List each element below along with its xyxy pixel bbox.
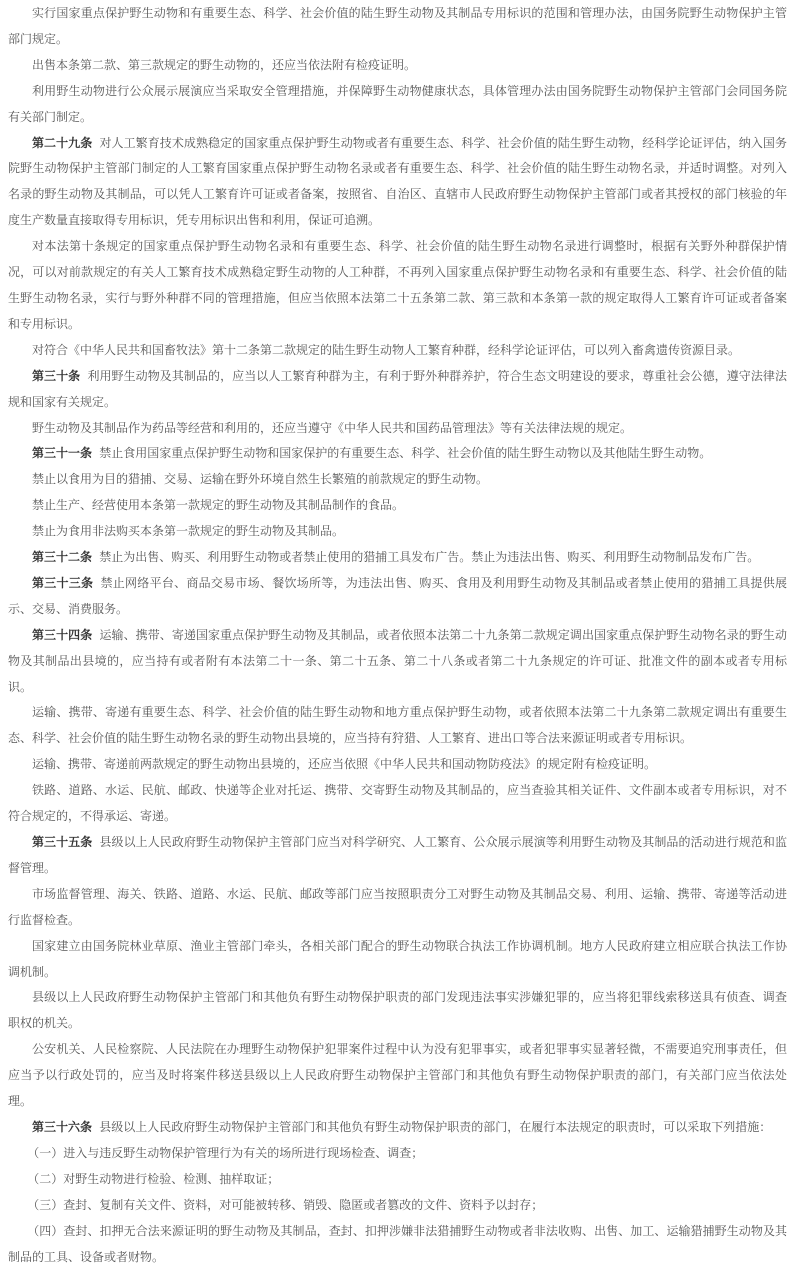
paragraph-text: 市场监督管理、海关、铁路、道路、水运、民航、邮政等部门应当按照职责分工对野生动物及其制品交易、利用、运输、携带、寄递等活动进行监督检查。 [8,886,787,927]
article-number: 第三十条 [32,368,81,383]
paragraph [8,234,787,338]
paragraph-text: 野生动物及其制品作为药品等经营和利用的，还应当遵守《中华人民共和国药品管理法》等有关法律法规的规定。 [32,420,633,435]
paragraph [8,1,787,53]
paragraph-text: 利用野生动物及其制品的，应当以人工繁育种群为主，有利于野外种群养护，符合生态文明建设的要求，尊重社会公德，遵守法律法规和国家有关规定。 [8,368,787,409]
article-paragraph [8,131,787,235]
article-paragraph [8,545,787,571]
paragraph [8,985,787,1037]
paragraph [8,700,787,752]
paragraph-text: 利用野生动物进行公众展示展演应当采取安全管理措施，并保障野生动物健康状态，具体管理办法由国务院野生动物保护主管部门会同国务院有关部门制定。 [8,83,787,124]
paragraph-text: 出售本条第二款、第三款规定的野生动物的，还应当依法附有检疫证明。 [32,57,417,72]
article-number: 第三十二条 [32,550,93,565]
paragraph-text: 禁止食用国家重点保护野生动物和国家保护的有重要生态、科学、社会价值的陆生野生动物以及其他陆生野生动物。 [99,446,712,461]
article-paragraph [8,623,787,701]
paragraph [8,493,787,519]
list-item: （四）查封、扣押无合法来源证明的野生动物及其制品，查封、扣押涉嫌非法猎捕野生动物或者非法收购、出售、加工、运输猎捕野生动物及其制品的工具、设备或者财物。 [8,1223,787,1264]
paragraph-text: 县级以上人民政府野生动物保护主管部门和其他负有野生动物保护职责的部门发现违法事实涉嫌犯罪的，应当将犯罪线索移送具有侦查、调查职权的机关。 [8,990,787,1031]
paragraph-text: 禁止为出售、购买、利用野生动物或者禁止使用的猎捕工具发布广告。禁止为违法出售、购买、利用野生动物制品发布广告。 [99,550,760,565]
paragraph-text: 对符合《中华人民共和国畜牧法》第十二条第二款规定的陆生野生动物人工繁育种群，经科学论证评估，可以列入畜禽遗传资源目录。 [32,342,741,357]
paragraph [8,882,787,934]
paragraph-text: 运输、携带、寄递前两款规定的野生动物出县境的，还应当依照《中华人民共和国动物防疫法》的规定附有检疫证明。 [32,757,657,772]
article-number: 第三十六条 [32,1119,93,1134]
paragraph-text: 对本法第十条规定的国家重点保护野生动物名录和有重要生态、科学、社会价值的陆生野生动物名录进行调整时，根据有关野外种群保护情况，可以对前款规定的有关人工繁育技术成熟稳定野生动物的人工种群，不再列入国家重点保护野生动物名录和有重要生态、科学、社会价值的陆生野生动物名录，实行与野外种群不同的管理措施，但应当依照本法第二十五条第二款、第三款和本条第一款的规定取得人工繁育许可证或者备案和专用标识。 [8,239,787,331]
paragraph [8,752,787,778]
paragraph-text: 县级以上人民政府野生动物保护主管部门应当对科学研究、人工繁育、公众展示展演等利用野生动物及其制品的活动进行规范和监督管理。 [8,835,787,875]
paragraph [8,778,787,830]
list-item: （二）对野生动物进行检验、检测、抽样取证； [27,1171,280,1186]
paragraph-text: 实行国家重点保护野生动物和有重要生态、科学、社会价值的陆生野生动物及其制品专用标识的范围和管理办法，由国务院野生动物保护主管部门规定。 [8,6,787,46]
paragraph-text: 禁止生产、经营使用本条第一款规定的野生动物及其制品制作的食品。 [32,498,405,513]
paragraph [8,934,787,986]
paragraph-text: 铁路、道路、水运、民航、邮政、快递等企业对托运、携带、交寄野生动物及其制品的，应当查验其相关证件、文件副本或者专用标识，对不符合规定的，不得承运、寄递。 [8,783,787,824]
article-number: 第三十四条 [32,627,93,642]
paragraph-text: 禁止以食用为目的猎捕、交易、运输在野外环境自然生长繁殖的前款规定的野生动物。 [32,472,489,487]
article-paragraph [8,571,787,623]
list-item: （一）进入与违反野生动物保护管理行为有关的场所进行现场检查、调查； [27,1145,424,1160]
paragraph [8,467,787,493]
article-number: 第二十九条 [32,135,93,150]
article-number: 第三十五条 [32,835,93,849]
paragraph-text: 运输、携带、寄递有重要生态、科学、社会价值的陆生野生动物和地方重点保护野生动物，或者依照本法第二十九条第二款规定调出有重要生态、科学、社会价值的陆生野生动物名录的野生动物出县境的，应当持有狩猎、人工繁育、进出口等合法来源证明或者专用标识。 [8,705,787,746]
paragraph [8,1037,787,1115]
paragraph-text: 禁止为食用非法购买本条第一款规定的野生动物及其制品。 [32,524,345,539]
article-paragraph [8,441,787,467]
paragraph [8,79,787,131]
paragraph-text: 国家建立由国务院林业草原、渔业主管部门牵头，各相关部门配合的野生动物联合执法工作协调机制。地方人民政府建立相应联合执法工作协调机制。 [8,938,787,979]
paragraph-text: 县级以上人民政府野生动物保护主管部门和其他负有野生动物保护职责的部门，在履行本法规定的职责时，可以采取下列措施： [99,1119,772,1134]
article-paragraph [8,830,787,882]
article-paragraph [8,364,787,416]
paragraph-text: 对人工繁育技术成熟稳定的国家重点保护野生动物或者有重要生态、科学、社会价值的陆生野生动物，经科学论证评估，纳入国务院野生动物保护主管部门制定的人工繁育国家重点保护野生动物名录或者有重要生态、科学、社会价值的陆生野生动物名录，并适时调整。对列入名录的野生动物及其制品，可以凭人工繁育许可证或者备案，按照省、自治区、直辖市人民政府野生动物保护主管部门或者其授权的部门核验的年度生产数量直接取得专用标识，凭专用标识出售和利用，保证可追溯。 [8,135,787,228]
article-number: 第三十三条 [32,575,94,590]
paragraph-text: 禁止网络平台、商品交易市场、餐饮场所等，为违法出售、购买、食用及利用野生动物及其制品或者禁止使用的猎捕工具提供展示、交易、消费服务。 [8,575,787,616]
paragraph [8,519,787,545]
paragraph-text: 公安机关、人民检察院、人民法院在办理野生动物保护犯罪案件过程中认为没有犯罪事实，或者犯罪事实显著轻微，不需要追究刑事责任，但应当予以行政处罚的，应当及时将案件移送县级以上人民政府野生动物保护主管部门和其他负有野生动物保护职责的部门，有关部门应当依法处理。 [8,1042,787,1109]
paragraph [8,416,787,442]
article-number: 第三十一条 [32,446,93,461]
paragraph [8,338,787,364]
article-paragraph [8,1115,787,1141]
paragraph [8,53,787,79]
list-item: （三）查封、复制有关文件、资料，对可能被转移、销毁、隐匿或者篡改的文件、资料予以封存； [27,1197,544,1212]
paragraph-text: 运输、携带、寄递国家重点保护野生动物及其制品，或者依照本法第二十九条第二款规定调出国家重点保护野生动物名录的野生动物及其制品出县境的，应当持有或者附有本法第二十一条、第二十五条、第二十八条或者第二十九条规定的许可证、批准文件的副本或者专用标识。 [8,627,787,694]
